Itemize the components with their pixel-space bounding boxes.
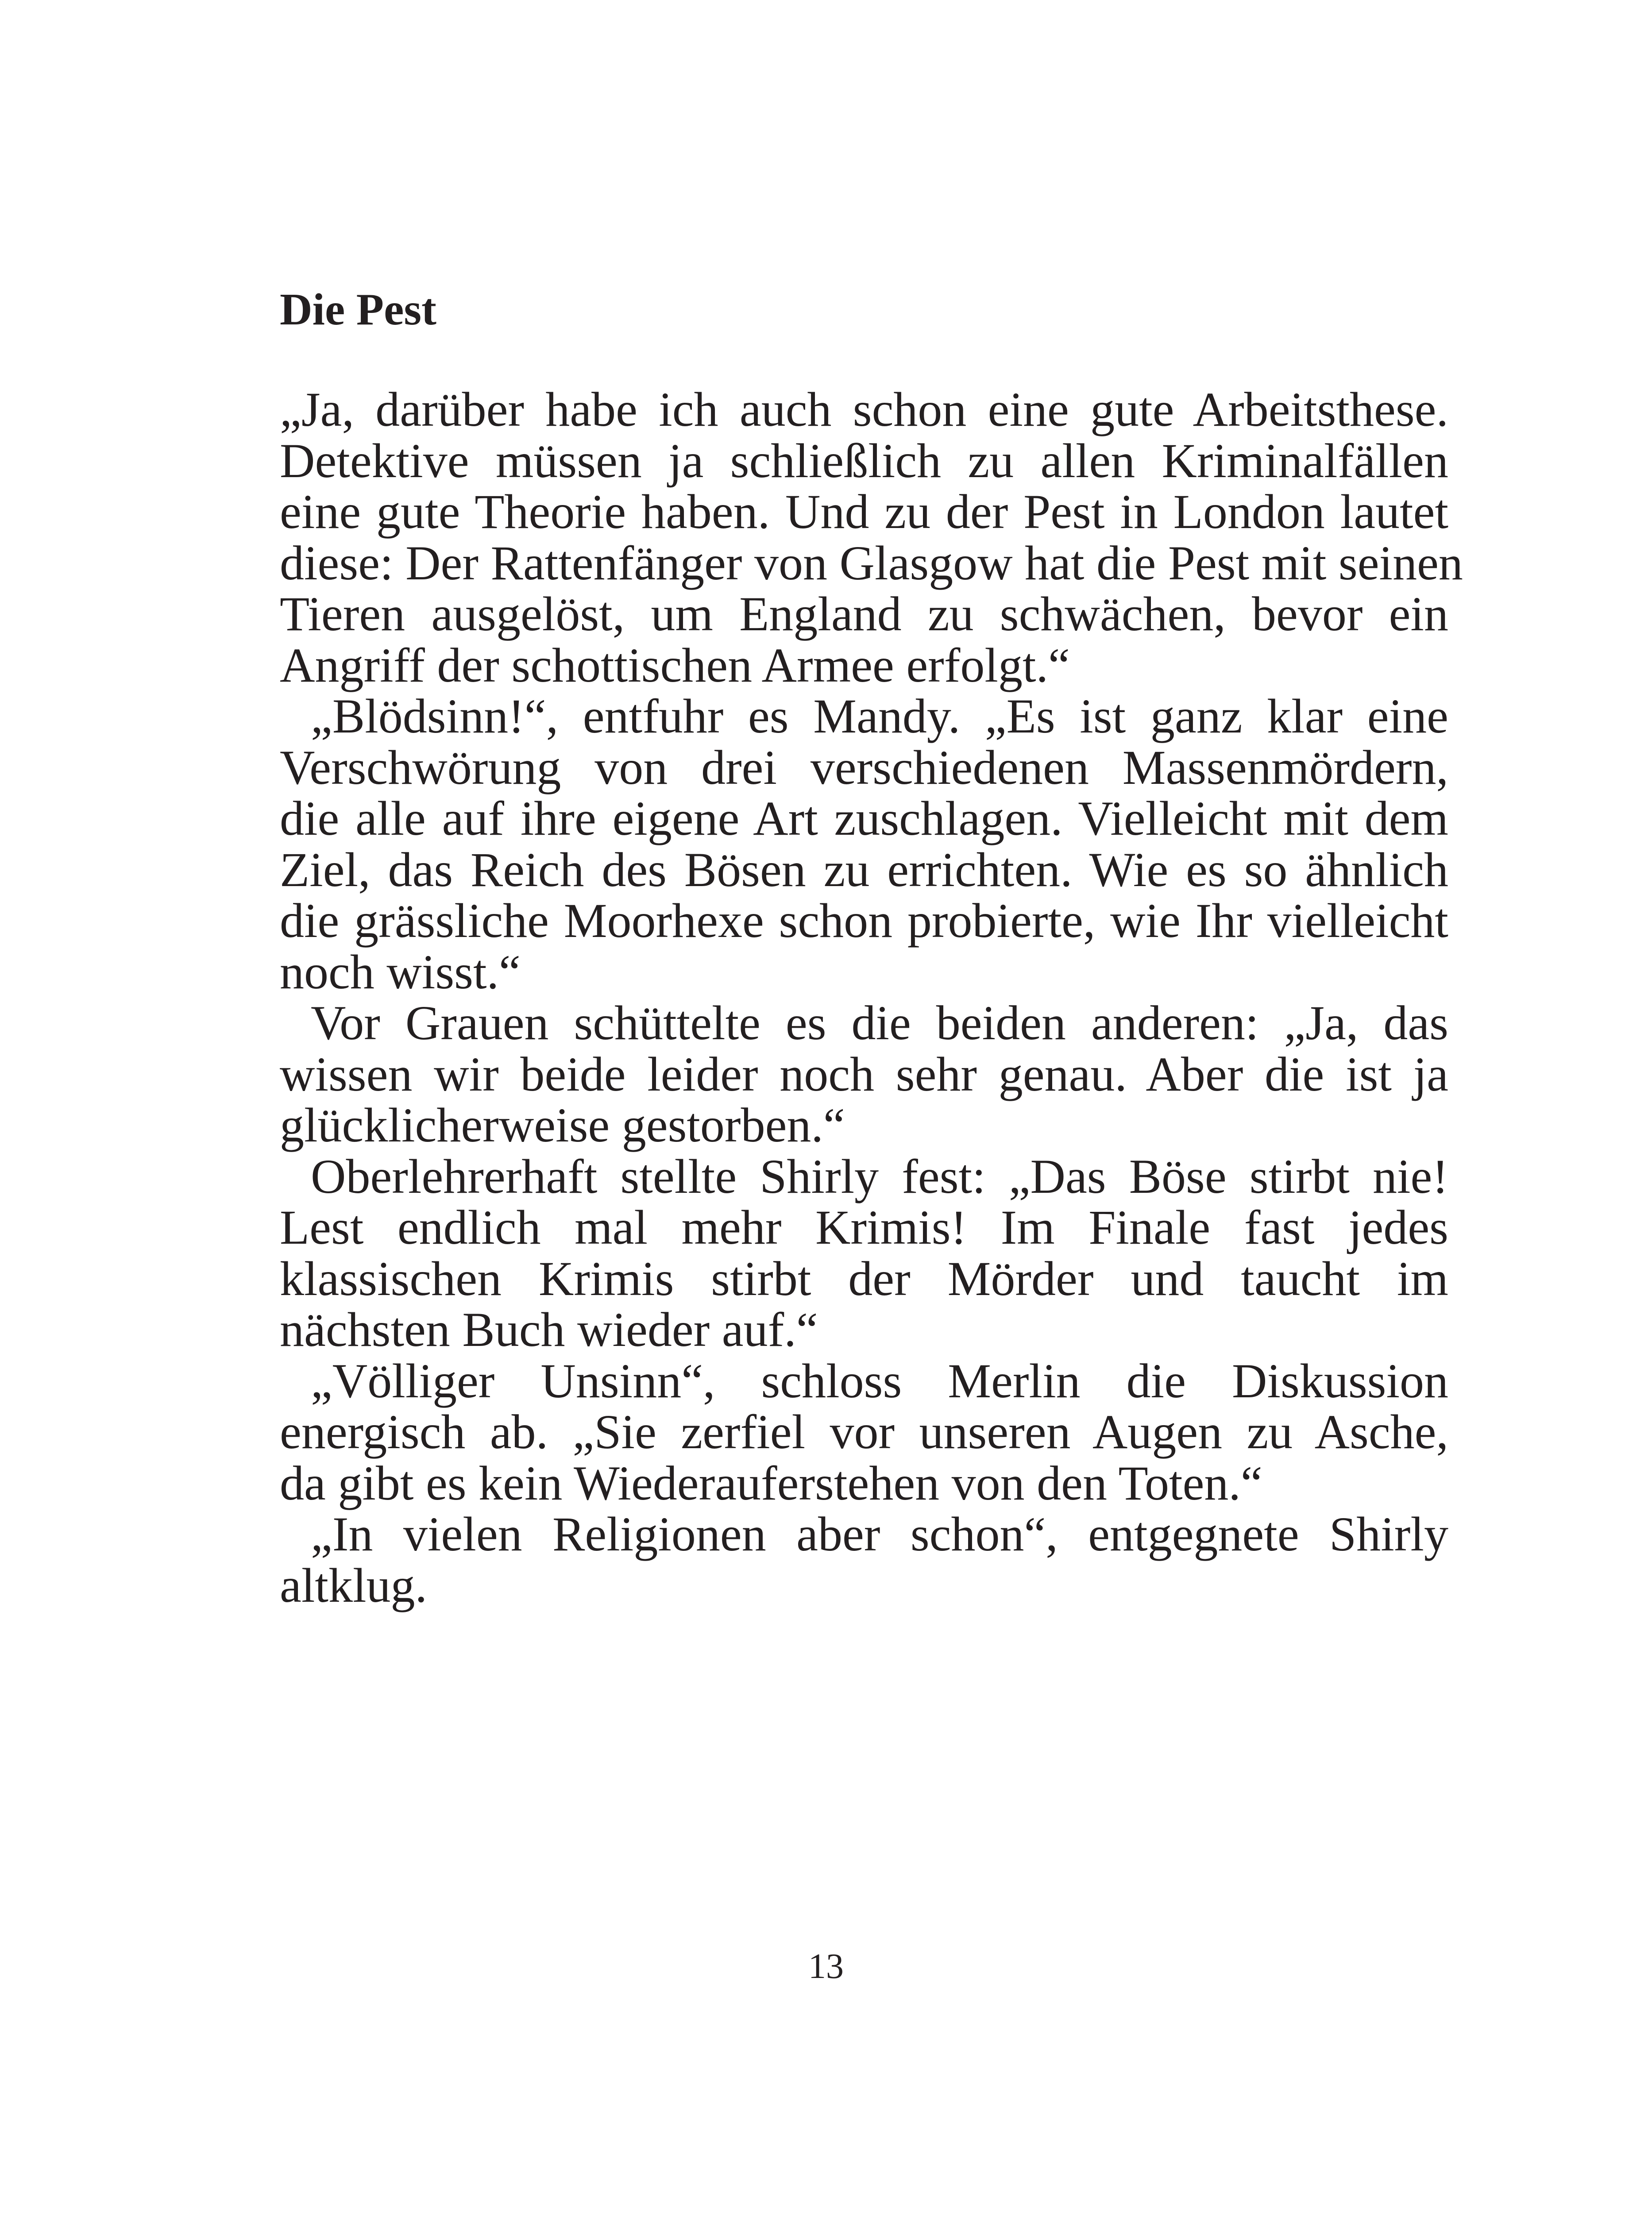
body-text: [280, 382, 1463, 1612]
text-line: die alle auf ihre eigene Art zuschlagen. Vielleicht mit dem: [280, 791, 1448, 845]
text-line: Angriff der schottischen Armee erfolgt.“: [280, 638, 1070, 692]
text-line: da gibt es kein Wiederauferstehen von den Toten.“: [280, 1456, 1262, 1510]
text-line: „Ja, darüber habe ich auch schon eine gute Arbeitsthese.: [280, 382, 1448, 436]
text-line: Vor Grauen schüttelte es die beiden anderen: „Ja, das: [311, 996, 1448, 1050]
text-line: diese: Der Rattenfänger von Glasgow hat die Pest mit seinen: [280, 536, 1463, 590]
text-line: noch wisst.“: [280, 945, 521, 999]
text-line: eine gute Theorie haben. Und zu der Pest in London lautet: [280, 485, 1448, 539]
text-line: glücklicherweise gestorben.“: [280, 1098, 845, 1152]
text-line: altklug.: [280, 1558, 428, 1612]
text-line: wissen wir beide leider noch sehr genau. Aber die ist ja: [280, 1047, 1448, 1101]
text-line: Detektive müssen ja schließlich zu allen Kriminalfällen: [280, 433, 1448, 488]
text-line: Verschwörung von drei verschiedenen Massenmördern,: [280, 740, 1448, 794]
text-line: „Blödsinn!“, entfuhr es Mandy. „Es ist ganz klar eine: [311, 689, 1448, 743]
text-line: „Völliger Unsinn“, schloss Merlin die Diskussion: [311, 1353, 1448, 1408]
page-number: 13: [808, 1947, 844, 1986]
text-line: Ziel, das Reich des Bösen zu errichten. Wie es so ähnlich: [280, 842, 1448, 897]
text-line: Tieren ausgelöst, um England zu schwächen, bevor ein: [280, 587, 1448, 641]
text-line: „In vielen Religionen aber schon“, entgegnete Shirly: [311, 1507, 1448, 1561]
text-line: die grässliche Moorhexe schon probierte, wie Ihr vielleicht: [280, 894, 1448, 948]
text-line: Lest endlich mal mehr Krimis! Im Finale fast jedes: [280, 1200, 1448, 1254]
text-line: nächsten Buch wieder auf.“: [280, 1303, 818, 1357]
text-line: Oberlehrerhaft stellte Shirly fest: „Das Böse stirbt nie!: [311, 1149, 1448, 1203]
chapter-heading: Die Pest: [280, 285, 437, 335]
text-line: energisch ab. „Sie zerfiel vor unseren Augen zu Asche,: [280, 1405, 1448, 1459]
text-line: klassischen Krimis stirbt der Mörder und taucht im: [280, 1251, 1448, 1306]
